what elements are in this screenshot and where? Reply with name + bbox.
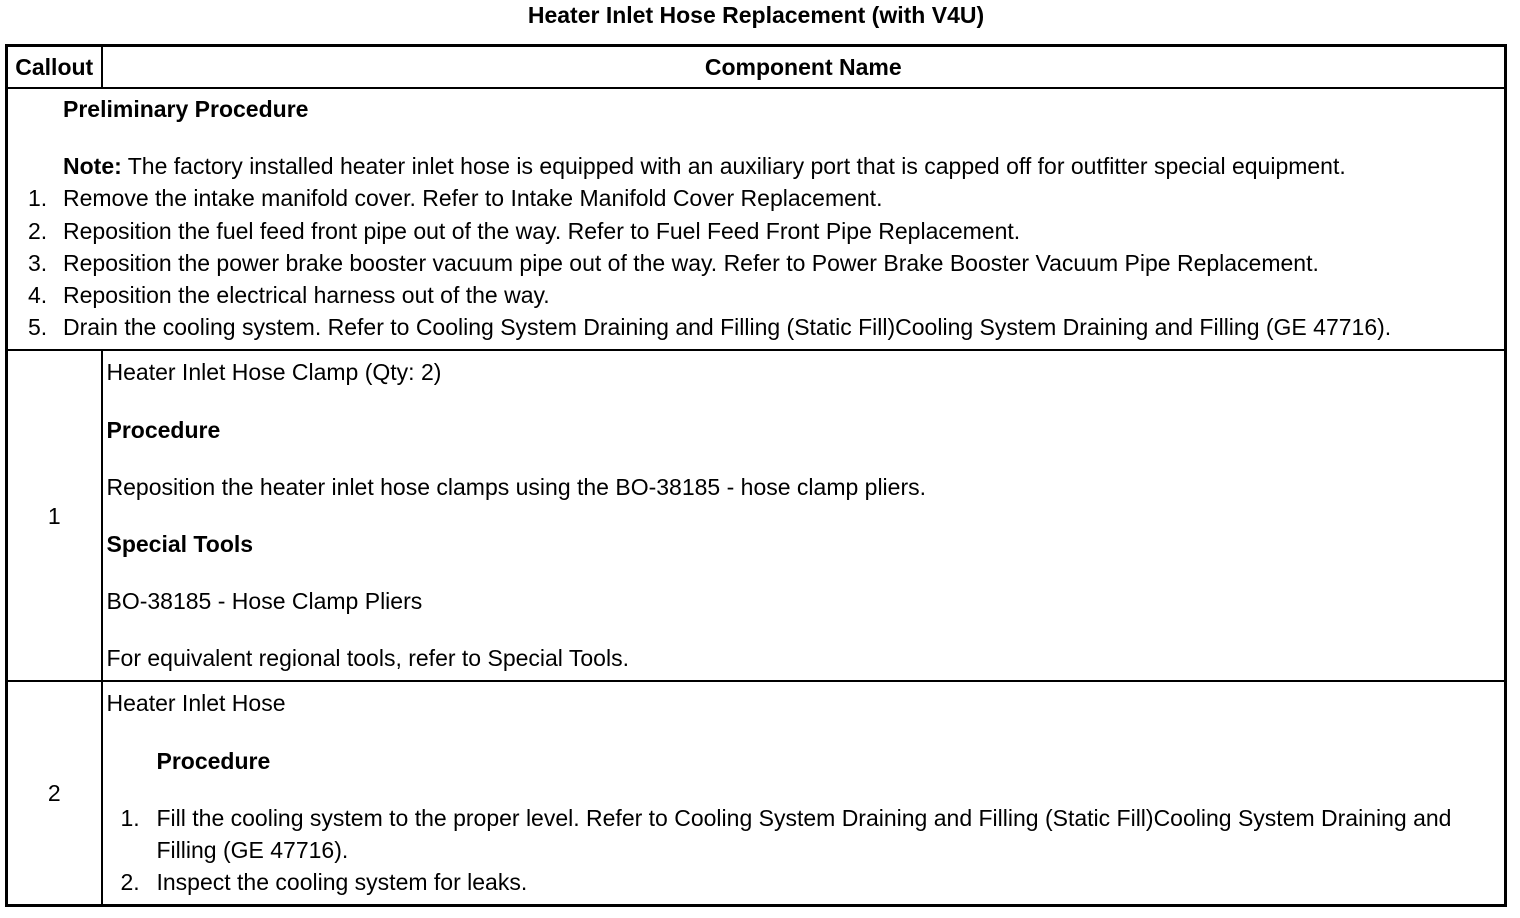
- list-item: 1. Remove the intake manifold cover. Refer to Intake Manifold Cover Replacement.: [28, 185, 883, 212]
- procedure-table: [5, 44, 1507, 907]
- component-name-header: Component Name: [102, 46, 1506, 89]
- preliminary-heading: Preliminary Procedure: [63, 96, 309, 122]
- component-name: Heater Inlet Hose Clamp (Qty: 2): [106, 359, 442, 386]
- document-title: Heater Inlet Hose Replacement (with V4U): [527, 2, 985, 28]
- component-name: Heater Inlet Hose: [106, 690, 286, 717]
- note-text: The factory installed heater inlet hose is equipped with an auxiliary port that is capped off for outfitter special equipment.: [121, 153, 1346, 180]
- procedure-heading: Procedure: [106, 416, 221, 443]
- procedure-steps-list: [107, 802, 1501, 899]
- table-header-row: [7, 46, 1506, 89]
- callout-number: 2: [7, 681, 102, 905]
- component-cell: [102, 681, 1506, 905]
- note-label: Note:: [63, 153, 122, 180]
- list-item: 1. Fill the cooling system to the proper level. Refer to Cooling System Draining and Filling (Static Fill)Cooling System Draining and Filling (GE 47716).: [120, 804, 1452, 863]
- callout-number: 1: [7, 350, 102, 681]
- special-tool-item: BO-38185 - Hose Clamp Pliers: [106, 588, 423, 615]
- list-item: 4. Reposition the electrical harness out of the way.: [28, 281, 550, 308]
- callout-header: Callout: [7, 46, 102, 89]
- list-item: 5. Drain the cooling system. Refer to Cooling System Draining and Filling (Static Fill)Cooling System Draining and Filling (GE 47716).: [28, 314, 1392, 341]
- list-item: 2. Inspect the cooling system for leaks.: [120, 869, 528, 896]
- procedure-text: Reposition the heater inlet hose clamps using the BO-38185 - hose clamp pliers.: [106, 473, 927, 500]
- procedure-heading: Procedure: [156, 747, 271, 774]
- preliminary-note: [8, 150, 1504, 182]
- table-row: [7, 350, 1506, 681]
- list-item: 3. Reposition the power brake booster vacuum pipe out of the way. Refer to Power Brake Booster Vacuum Pipe Replacement.: [28, 249, 1319, 276]
- special-tools-heading: Special Tools: [106, 530, 254, 557]
- table-row: [7, 681, 1506, 905]
- preliminary-procedure-row: [7, 88, 1506, 350]
- preliminary-procedure-cell: [7, 88, 1506, 350]
- preliminary-steps-list: [8, 182, 1504, 343]
- special-tools-note: For equivalent regional tools, refer to Special Tools.: [106, 645, 629, 672]
- list-item: 2. Reposition the fuel feed front pipe out of the way. Refer to Fuel Feed Front Pipe Replacement.: [28, 217, 1021, 244]
- component-cell: [102, 350, 1506, 681]
